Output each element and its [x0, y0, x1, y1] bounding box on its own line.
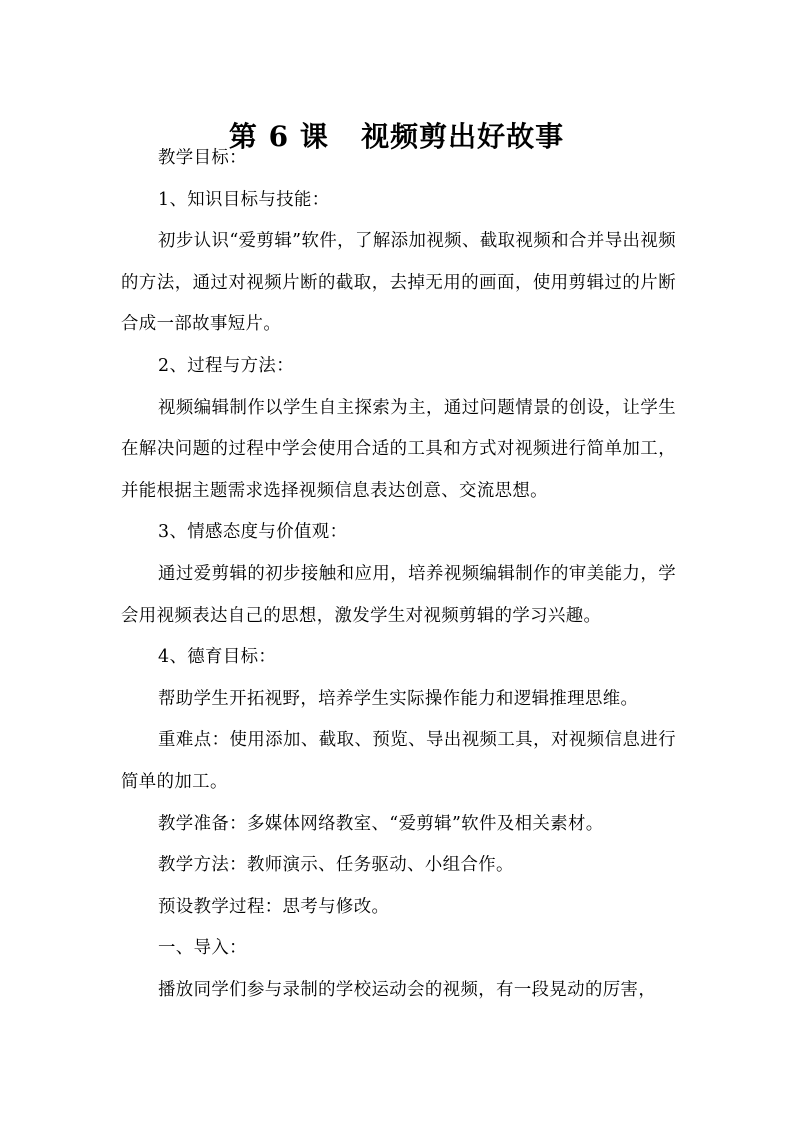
subheading-introduction: 一、导入：	[158, 938, 247, 959]
section-heading-objectives: 教学目标：	[158, 148, 247, 168]
subheading-process-method: 2、过程与方法：	[158, 355, 294, 376]
paragraph-process-method: 视频编辑制作以学生自主探索为主，通过问题情景的创设，让学生在解决问题的过程中学会使用合适的工具和方式对视频进行简单加工，并能根据主题需求选择视频信息表达创意、交流思想。	[121, 397, 676, 501]
paragraph-knowledge-skills: 初步认识“爱剪辑”软件，了解添加视频、截取视频和合并导出视频的方法，通过对视频片断的截取，去掉无用的画面，使用剪辑过的片断合成一部故事短片。	[121, 231, 676, 335]
paragraph-introduction: 播放同学们参与录制的学校运动会的视频，有一段晃动的厉害，	[158, 979, 657, 1000]
paragraph-moral-objectives: 帮助学生开拓视野，培养学生实际操作能力和逻辑推理思维。	[158, 688, 639, 709]
subheading-moral-objectives: 4、德育目标：	[158, 647, 277, 668]
paragraph-teaching-methods: 教学方法：教师演示、任务驱动、小组合作。	[158, 855, 514, 876]
paragraph-teaching-preparation: 教学准备：多媒体网络教室、“爱剪辑”软件及相关素材。	[158, 813, 604, 834]
document-title: 第 6 课 视频剪出好故事	[228, 119, 565, 153]
paragraph-teaching-process: 预设教学过程：思考与修改。	[158, 896, 390, 917]
subheading-attitude-values: 3、情感态度与价值观：	[158, 522, 348, 543]
paragraph-key-difficulties: 重难点：使用添加、截取、预览、导出视频工具，对视频信息进行简单的加工。	[121, 730, 676, 792]
subheading-knowledge-skills: 1、知识目标与技能：	[158, 189, 330, 210]
document-body	[121, 138, 676, 1011]
paragraph-attitude-values: 通过爱剪辑的初步接触和应用，培养视频编辑制作的审美能力，学会用视频表达自己的思想，激发学生对视频剪辑的学习兴趣。	[121, 563, 676, 626]
